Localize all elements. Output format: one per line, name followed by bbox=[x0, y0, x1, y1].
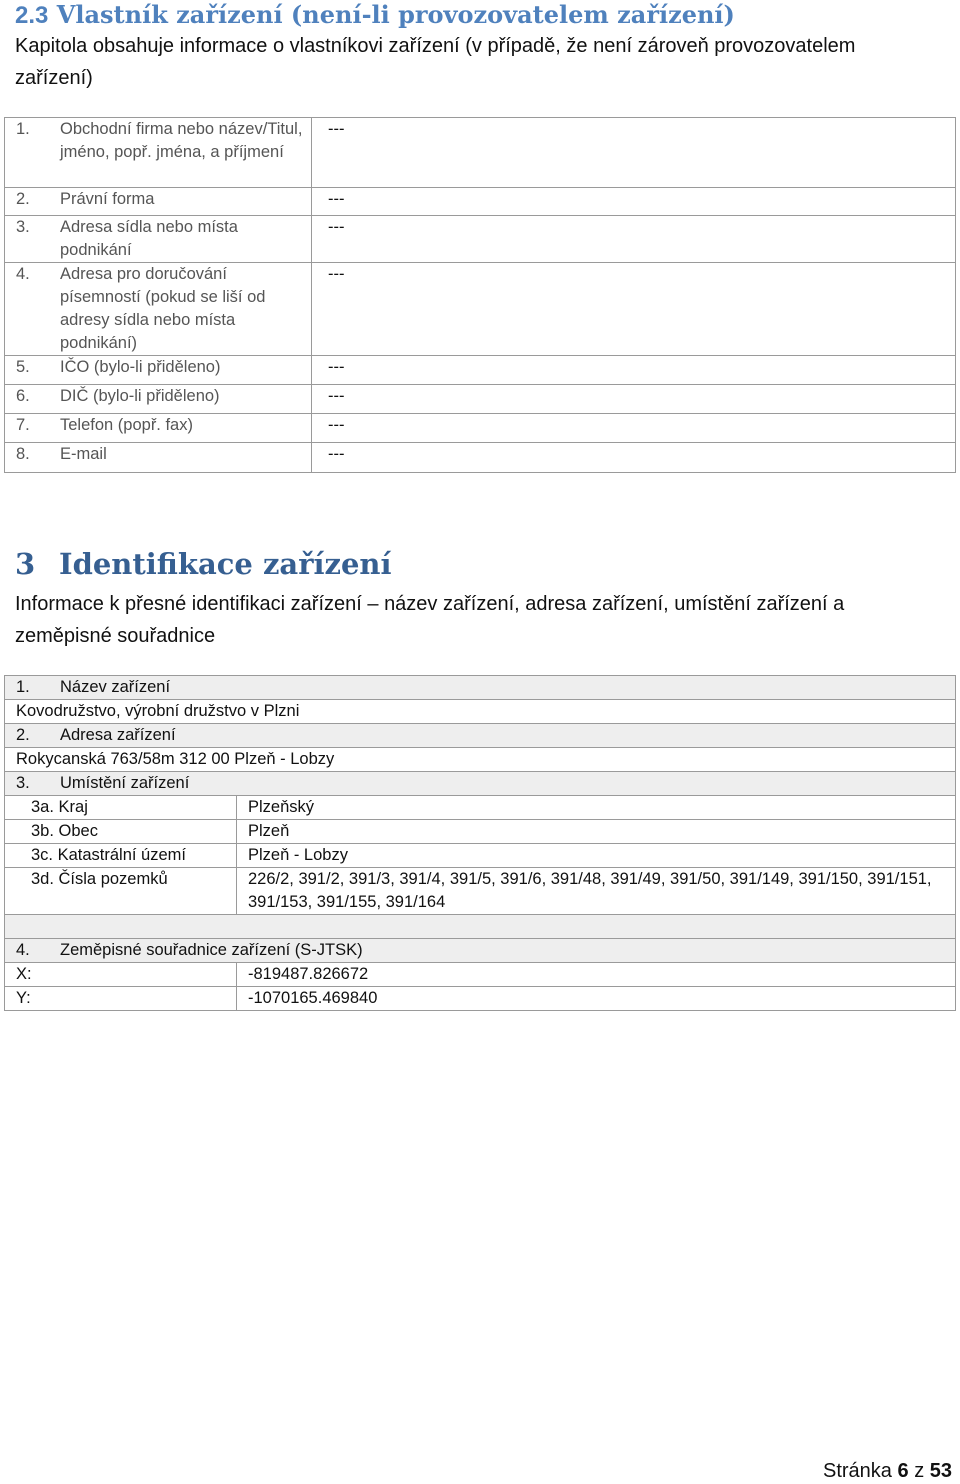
table-row bbox=[5, 700, 956, 724]
table-row bbox=[5, 987, 956, 1011]
owner-row-value: --- bbox=[312, 356, 956, 385]
table-row bbox=[5, 676, 956, 700]
coordinates-header bbox=[5, 939, 956, 963]
location-value: 226/2, 391/2, 391/3, 391/4, 391/5, 391/6, 391/48, 391/49, 391/50, 391/149, 391/150, 391/151, 391/153, 391/155, 391/164 bbox=[237, 868, 956, 915]
row-label-text: Adresa sídla nebo místa podnikání bbox=[60, 218, 238, 259]
section-ident-title: Identifikace zařízení bbox=[59, 547, 392, 581]
table-row bbox=[5, 796, 956, 820]
section-owner-number: 2.3 bbox=[15, 2, 49, 29]
row-number: 4. bbox=[16, 941, 30, 959]
table-row bbox=[5, 915, 956, 939]
table-row bbox=[5, 188, 956, 216]
section-ident-number: 3 bbox=[15, 547, 36, 581]
location-label: 3c. Katastrální území bbox=[5, 844, 237, 868]
row-number: 5. bbox=[16, 358, 30, 376]
table-row bbox=[5, 939, 956, 963]
table-row bbox=[5, 216, 956, 263]
row-number: 8. bbox=[16, 445, 30, 463]
row-number: 2. bbox=[16, 726, 30, 744]
table-row bbox=[5, 118, 956, 188]
row-label-text: Telefon (popř. fax) bbox=[60, 416, 193, 434]
table-row bbox=[5, 443, 956, 473]
address-header bbox=[5, 724, 956, 748]
x-label: X: bbox=[5, 963, 237, 987]
owner-row-label bbox=[5, 263, 312, 356]
location-label: 3b. Obec bbox=[5, 820, 237, 844]
row-label-text: E-mail bbox=[60, 445, 107, 463]
location-value: Plzeňský bbox=[237, 796, 956, 820]
section-owner-title: Vlastník zařízení (není-li provozovatelem zařízení) bbox=[56, 0, 735, 29]
x-value: -819487.826672 bbox=[237, 963, 956, 987]
section-owner-intro: Kapitola obsahuje informace o vlastníkovi zařízení (v případě, že není zároveň provozovatelem zařízení) bbox=[15, 35, 856, 89]
y-label: Y: bbox=[5, 987, 237, 1011]
table-row bbox=[5, 356, 956, 385]
row-number: 1. bbox=[16, 678, 30, 696]
section-ident-heading bbox=[15, 547, 392, 581]
table-row bbox=[5, 414, 956, 443]
row-number: 2. bbox=[16, 190, 30, 208]
footer-total-pages: 53 bbox=[929, 1460, 952, 1482]
row-number: 7. bbox=[16, 416, 30, 434]
owner-table bbox=[4, 117, 956, 473]
footer-prefix: Stránka bbox=[823, 1460, 892, 1482]
row-number: 1. bbox=[16, 120, 30, 138]
owner-row-label bbox=[5, 414, 312, 443]
table-row bbox=[5, 820, 956, 844]
owner-row-label bbox=[5, 356, 312, 385]
section-owner-heading bbox=[15, 0, 735, 30]
owner-row-value: --- bbox=[312, 188, 956, 216]
table-row bbox=[5, 868, 956, 915]
y-value: -1070165.469840 bbox=[237, 987, 956, 1011]
name-header bbox=[5, 676, 956, 700]
footer-of: z bbox=[914, 1460, 925, 1482]
table-row bbox=[5, 263, 956, 356]
page-footer bbox=[823, 1460, 952, 1483]
row-label-text: Název zařízení bbox=[60, 678, 171, 696]
table-row bbox=[5, 772, 956, 796]
location-label: 3d. Čísla pozemků bbox=[5, 868, 237, 915]
row-label-text: IČO (bylo-li přiděleno) bbox=[60, 358, 221, 376]
table-row bbox=[5, 385, 956, 414]
row-label-text: Právní forma bbox=[60, 190, 155, 208]
row-label-text: Umístění zařízení bbox=[60, 774, 190, 792]
row-number: 4. bbox=[16, 265, 30, 283]
owner-row-value: --- bbox=[312, 414, 956, 443]
owner-row-value: --- bbox=[312, 443, 956, 473]
ident-table bbox=[4, 675, 956, 1011]
footer-page-number: 6 bbox=[897, 1460, 909, 1482]
owner-row-label bbox=[5, 443, 312, 473]
owner-row-value: --- bbox=[312, 216, 956, 263]
table-row bbox=[5, 724, 956, 748]
row-number: 3. bbox=[16, 774, 30, 792]
row-label-text: Obchodní firma nebo název/Titul, jméno, popř. jména, a příjmení bbox=[60, 120, 303, 161]
owner-row-value: --- bbox=[312, 385, 956, 414]
table-row bbox=[5, 748, 956, 772]
owner-row-label bbox=[5, 118, 312, 188]
owner-row-label bbox=[5, 188, 312, 216]
owner-row-label bbox=[5, 216, 312, 263]
location-value: Plzeň - Lobzy bbox=[237, 844, 956, 868]
section-ident-intro: Informace k přesné identifikaci zařízení – název zařízení, adresa zařízení, umístění zařízení a zeměpisné souřadnice bbox=[15, 593, 845, 647]
owner-row-label bbox=[5, 385, 312, 414]
location-label: 3a. Kraj bbox=[5, 796, 237, 820]
row-number: 6. bbox=[16, 387, 30, 405]
row-label-text: DIČ (bylo-li přiděleno) bbox=[60, 387, 220, 405]
row-label-text: Zeměpisné souřadnice zařízení (S-JTSK) bbox=[60, 941, 363, 959]
name-value: Kovodružstvo, výrobní družstvo v Plzni bbox=[5, 700, 956, 724]
row-label-text: Adresa pro doručování písemností (pokud se liší od adresy sídla nebo místa podnikání) bbox=[60, 265, 266, 352]
address-value: Rokycanská 763/58m 312 00 Plzeň - Lobzy bbox=[5, 748, 956, 772]
table-row bbox=[5, 844, 956, 868]
location-value: Plzeň bbox=[237, 820, 956, 844]
location-header bbox=[5, 772, 956, 796]
table-row bbox=[5, 963, 956, 987]
row-number: 3. bbox=[16, 218, 30, 236]
row-label-text: Adresa zařízení bbox=[60, 726, 176, 744]
owner-row-value: --- bbox=[312, 263, 956, 356]
owner-row-value: --- bbox=[312, 118, 956, 188]
empty-row bbox=[5, 915, 956, 939]
